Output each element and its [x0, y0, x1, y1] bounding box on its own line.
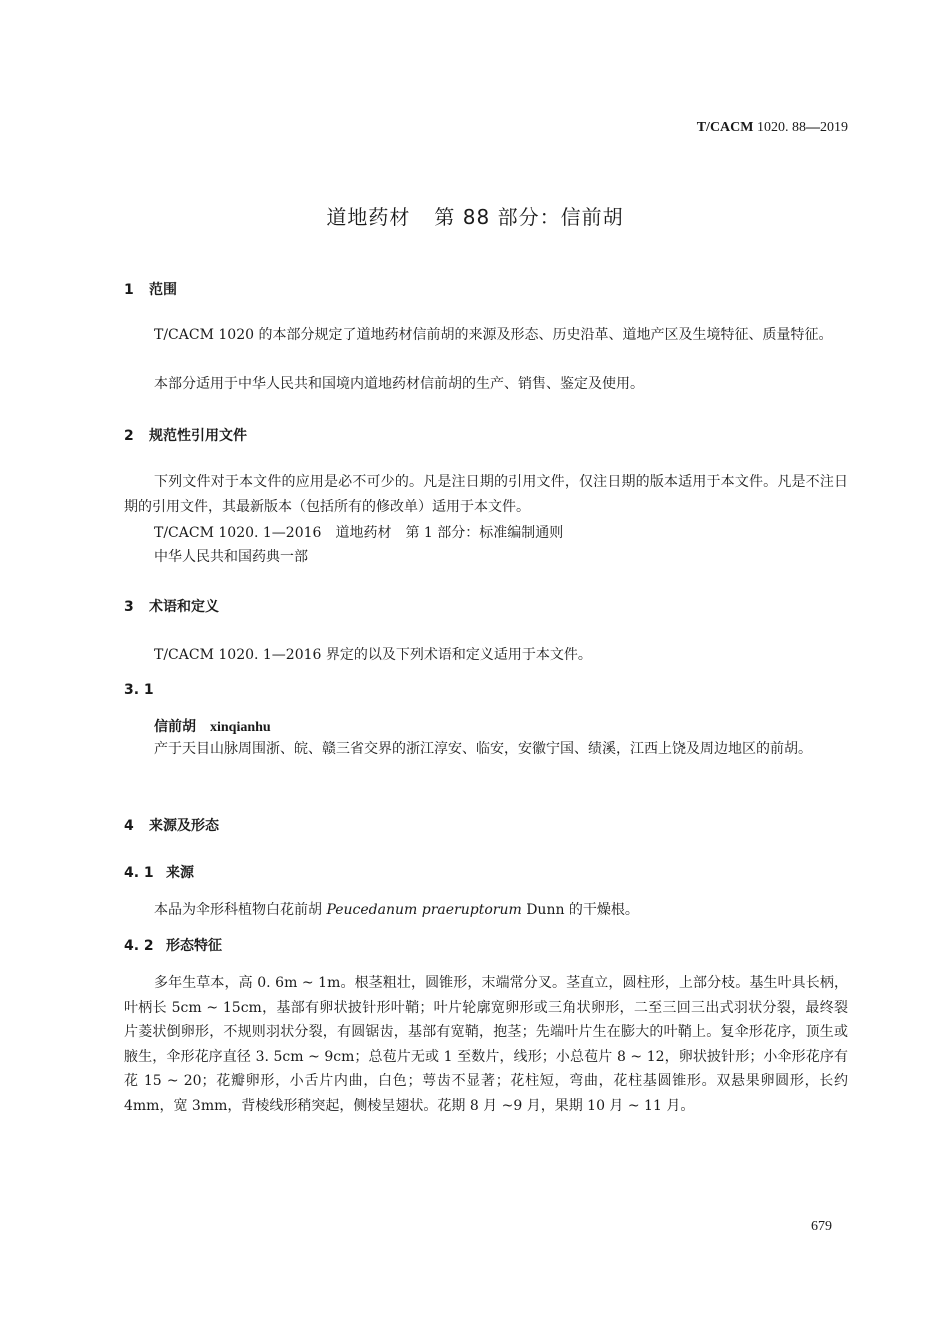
page-number: 679: [811, 1219, 832, 1234]
section-1-title: 范围: [149, 282, 177, 298]
title-main: 道地药材: [326, 205, 411, 229]
section-4-2-title: 形态特征: [166, 938, 222, 954]
section-4-2-heading: [124, 935, 222, 955]
reference-1-title-b: 第 1 部分：标准编制通则: [405, 525, 564, 541]
section-1-number: 1: [124, 282, 134, 298]
term-english: xinqianhu: [210, 720, 271, 735]
source-paragraph: [124, 898, 848, 923]
standard-number: 1020. 88: [757, 120, 806, 135]
section-2-title: 规范性引用文件: [149, 428, 247, 444]
term-entry: [154, 716, 271, 736]
section-4-number: 4: [124, 818, 134, 834]
standard-year: 2019: [820, 120, 848, 135]
section-4-1-heading: [124, 862, 194, 882]
section-3-1-heading: [124, 682, 154, 698]
standard-dash: —: [806, 120, 820, 135]
section-4-title: 来源及形态: [149, 818, 219, 834]
section-4-heading: [124, 815, 219, 835]
reference-1-code: T/CACM 1020. 1—2016: [154, 525, 322, 541]
title-part: 第 88 部分：信前胡: [434, 205, 624, 229]
section-4-2-number: 4. 2: [124, 938, 154, 954]
reference-2: 中华人民共和国药典一部: [154, 549, 308, 565]
morphology-paragraph: 多年生草本，高 0. 6m ~ 1m。根茎粗壮，圆锥形，末端常分叉。茎直立，圆柱形，上部分枝。基生叶具长柄，叶柄长 5cm ~ 15cm，基部有卵状披针形叶鞘；叶片轮廓宽卵形或三角状卵形，二至三回三出式羽状分裂，最终裂片菱状倒卵形，不规则羽状分裂，有圆锯齿，基部有宽鞘，抱茎；先端叶片生在膨大的叶鞘上。复伞形花序，顶生或腋生，伞形花序直径 3. 5cm ~ 9cm；总苞片无或 1 至数片，线形；小总苞片 8 ~ 12，卵状披针形；小伞形花序有花 15 ~ 20；花瓣卵形，小舌片内曲，白色；萼齿不显著；花柱短，弯曲，花柱基圆锥形。双悬果卵圆形，长约 4mm，宽 3mm，背棱线形稍突起，侧棱呈翅状。花期 8 月 ~9 月，果期 10 月 ~ 11 月。: [124, 975, 848, 1114]
source-text-pre: 本品为伞形科植物白花前胡: [154, 902, 322, 918]
section-2-heading: [124, 425, 247, 445]
section-1-heading: [124, 279, 177, 299]
standard-code: [697, 120, 848, 136]
reference-1-title-a: 道地药材: [335, 525, 392, 541]
section-3-1-number: 3. 1: [124, 682, 154, 698]
section-3-number: 3: [124, 599, 134, 615]
section-4-1-title: 来源: [166, 865, 194, 881]
source-latin-name: Peucedanum praeruptorum: [326, 902, 522, 918]
section-3-heading: [124, 596, 219, 616]
section-1-paragraph-2: 本部分适用于中华人民共和国境内道地药材信前胡的生产、销售、鉴定及使用。: [154, 376, 644, 392]
reference-1: [154, 522, 563, 542]
section-2-number: 2: [124, 428, 134, 444]
term-chinese: 信前胡: [154, 719, 196, 735]
standard-prefix: T/CACM: [696, 120, 754, 135]
term-definition: 产于天目山脉周围浙、皖、赣三省交界的浙江淳安、临安，安徽宁国、绩溪，江西上饶及周边地区的前胡。: [154, 741, 812, 757]
document-title: [0, 201, 950, 230]
section-4-1-number: 4. 1: [124, 865, 154, 881]
section-3-title: 术语和定义: [149, 599, 219, 615]
section-2-paragraph-1: 下列文件对于本文件的应用是必不可少的。凡是注日期的引用文件，仅注日期的版本适用于本文件。凡是不注日期的引用文件，其最新版本（包括所有的修改单）适用于本文件。: [124, 474, 848, 515]
section-1-paragraph-1: T/CACM 1020 的本部分规定了道地药材信前胡的来源及形态、历史沿革、道地产区及生境特征、质量特征。: [154, 327, 833, 343]
source-text-post: Dunn 的干燥根。: [521, 902, 639, 918]
section-3-paragraph-1: T/CACM 1020. 1—2016 界定的以及下列术语和定义适用于本文件。: [154, 647, 592, 663]
